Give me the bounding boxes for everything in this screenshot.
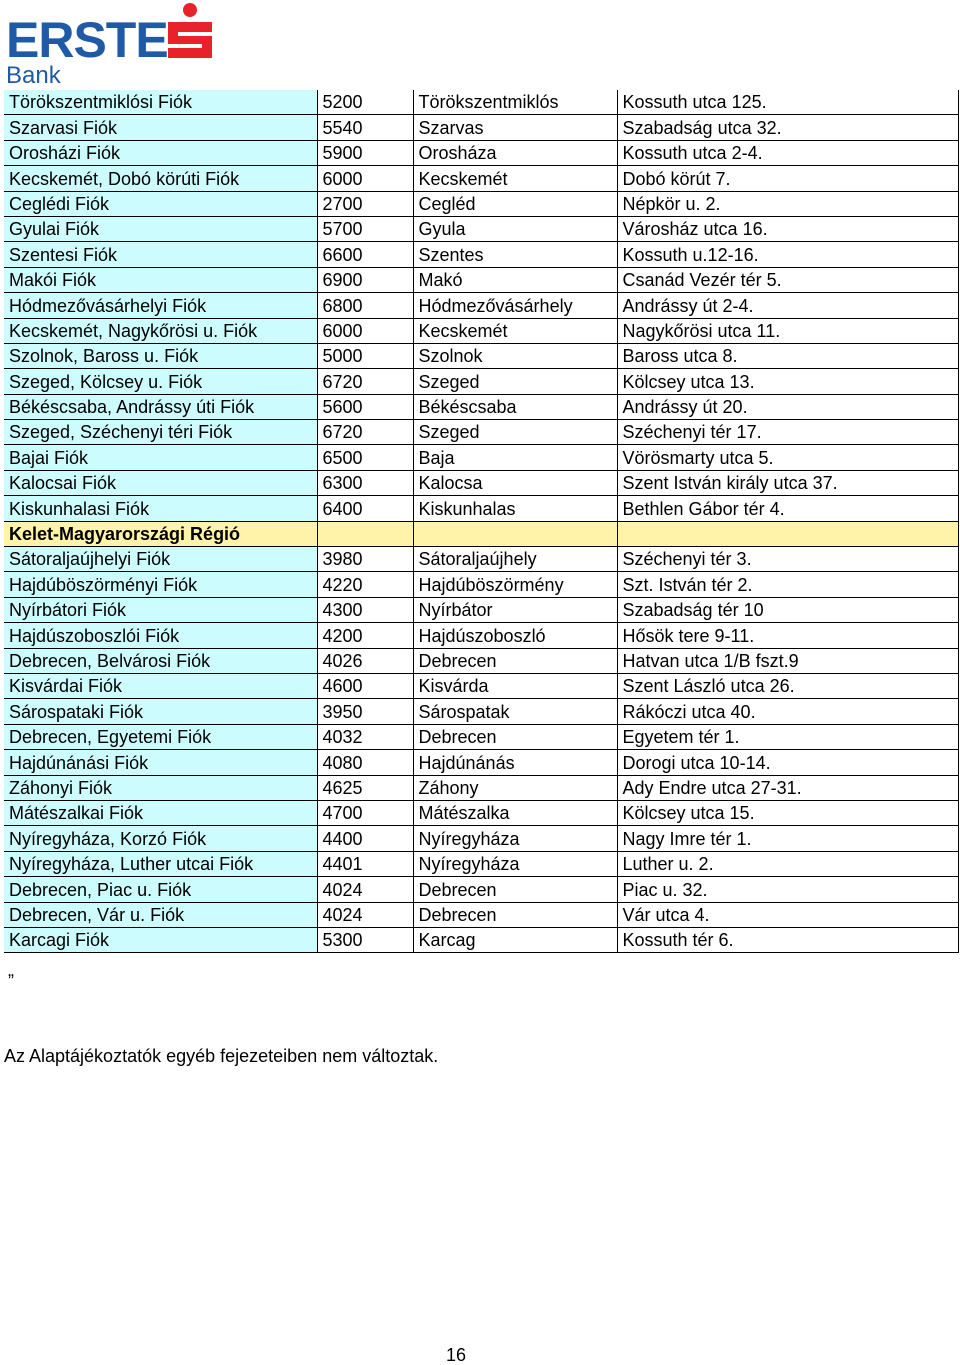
branch-name-cell: Makói Fiók [4,267,317,292]
city-cell: Debrecen [413,902,617,927]
branch-name-cell: Ceglédi Fiók [4,191,317,216]
table-row [4,445,958,470]
city-cell: Kecskemét [413,166,617,191]
city-cell: Cegléd [413,191,617,216]
address-cell: Szabadság tér 10 [617,597,958,622]
zip-cell: 6720 [317,420,413,445]
table-row [4,775,958,800]
city-cell: Kisvárda [413,673,617,698]
address-cell: Városház utca 16. [617,216,958,241]
table-row [4,242,958,267]
address-cell: Piac u. 32. [617,877,958,902]
city-cell: Záhony [413,775,617,800]
branch-name-cell: Debrecen, Belvárosi Fiók [4,648,317,673]
branch-name-cell: Kecskemét, Dobó körúti Fiók [4,166,317,191]
city-cell: Nyíregyháza [413,851,617,876]
zip-cell: 4024 [317,902,413,927]
city-cell: Hajdúszoboszló [413,623,617,648]
zip-cell: 4024 [317,877,413,902]
address-cell: Szent László utca 26. [617,673,958,698]
zip-cell: 4600 [317,673,413,698]
branch-name-cell: Hajdúnánási Fiók [4,750,317,775]
branch-name-cell: Orosházi Fiók [4,140,317,165]
address-cell: Dobó körút 7. [617,166,958,191]
zip-cell: 6900 [317,267,413,292]
footer-note: Az Alaptájékoztatók egyéb fejezeteiben nem változtak. [4,1046,439,1066]
table-row [4,648,958,673]
city-cell: Kiskunhalas [413,496,617,521]
branch-name-cell: Debrecen, Egyetemi Fiók [4,724,317,749]
address-cell: Vörösmarty utca 5. [617,445,958,470]
address-cell: Kölcsey utca 15. [617,800,958,825]
city-cell [413,521,617,546]
city-cell: Orosháza [413,140,617,165]
city-cell: Békéscsaba [413,394,617,419]
address-cell: Egyetem tér 1. [617,724,958,749]
address-cell: Rákóczi utca 40. [617,699,958,724]
branch-name-cell: Mátészalkai Fiók [4,800,317,825]
table-row [4,267,958,292]
table-row [4,673,958,698]
branch-name-cell: Hódmezővásárhelyi Fiók [4,293,317,318]
zip-cell: 6000 [317,166,413,191]
table-row [4,115,958,140]
zip-cell: 3950 [317,699,413,724]
address-cell: Hatvan utca 1/B fszt.9 [617,648,958,673]
page-number: 16 [445,1345,467,1365]
branch-name-cell: Debrecen, Vár u. Fiók [4,902,317,927]
city-cell: Törökszentmiklós [413,90,617,115]
table-row [4,547,958,572]
address-cell: Széchenyi tér 3. [617,547,958,572]
zip-cell: 6600 [317,242,413,267]
logo-wordmark: ERSTE [6,12,168,68]
address-cell: Andrássy út 20. [617,394,958,419]
zip-cell: 4700 [317,800,413,825]
address-cell: Andrássy út 2-4. [617,293,958,318]
zip-cell: 4032 [317,724,413,749]
branch-name-cell: Békéscsaba, Andrássy úti Fiók [4,394,317,419]
table-row [4,826,958,851]
zip-cell: 4625 [317,775,413,800]
city-cell: Hajdúnánás [413,750,617,775]
address-cell [617,521,958,546]
branch-name-cell: Szentesi Fiók [4,242,317,267]
address-cell: Népkör u. 2. [617,191,958,216]
zip-cell: 6720 [317,369,413,394]
table-row [4,597,958,622]
city-cell: Szentes [413,242,617,267]
address-cell: Dorogi utca 10-14. [617,750,958,775]
zip-cell: 6300 [317,470,413,495]
erste-s-mark-icon [162,2,218,62]
zip-cell: 5300 [317,927,413,952]
table-row [4,902,958,927]
table-row [4,318,958,343]
branch-table [4,90,959,953]
city-cell: Debrecen [413,877,617,902]
address-cell: Szt. István tér 2. [617,572,958,597]
zip-cell: 6500 [317,445,413,470]
table-row [4,420,958,445]
address-cell: Hősök tere 9-11. [617,623,958,648]
branch-name-cell: Szarvasi Fiók [4,115,317,140]
city-cell: Baja [413,445,617,470]
address-cell: Ady Endre utca 27-31. [617,775,958,800]
city-cell: Sárospatak [413,699,617,724]
zip-cell: 4220 [317,572,413,597]
branch-name-cell: Hajdúszoboszlói Fiók [4,623,317,648]
table-row [4,877,958,902]
branch-name-cell: Nyírbátori Fiók [4,597,317,622]
table-row [4,800,958,825]
city-cell: Szeged [413,369,617,394]
table-row [4,166,958,191]
branch-name-cell: Szeged, Széchenyi téri Fiók [4,420,317,445]
zip-cell [317,521,413,546]
address-cell: Csanád Vezér tér 5. [617,267,958,292]
table-row [4,724,958,749]
address-cell: Bethlen Gábor tér 4. [617,496,958,521]
logo-subtitle: Bank [6,62,61,89]
city-cell: Hajdúböszörmény [413,572,617,597]
zip-cell: 4200 [317,623,413,648]
branch-name-cell: Debrecen, Piac u. Fiók [4,877,317,902]
branch-name-cell: Kisvárdai Fiók [4,673,317,698]
address-cell: Szent István király utca 37. [617,470,958,495]
city-cell: Szeged [413,420,617,445]
table-row [4,293,958,318]
branch-name-cell: Szolnok, Baross u. Fiók [4,343,317,368]
branch-name-cell: Karcagi Fiók [4,927,317,952]
closing-quote: „ [8,960,14,980]
zip-cell: 5700 [317,216,413,241]
branch-name-cell: Nyíregyháza, Korzó Fiók [4,826,317,851]
branch-name-cell: Kelet-Magyarországi Régió [4,521,317,546]
address-cell: Szabadság utca 32. [617,115,958,140]
branch-name-cell: Kecskemét, Nagykőrösi u. Fiók [4,318,317,343]
branch-name-cell: Hajdúböszörményi Fiók [4,572,317,597]
zip-cell: 5600 [317,394,413,419]
table-row [4,394,958,419]
branch-name-cell: Sárospataki Fiók [4,699,317,724]
zip-cell: 6800 [317,293,413,318]
branch-name-cell: Bajai Fiók [4,445,317,470]
city-cell: Nyírbátor [413,597,617,622]
zip-cell: 6400 [317,496,413,521]
zip-cell: 4300 [317,597,413,622]
city-cell: Sátoraljaújhely [413,547,617,572]
branch-name-cell: Kalocsai Fiók [4,470,317,495]
zip-cell: 4080 [317,750,413,775]
address-cell: Nagy Imre tér 1. [617,826,958,851]
zip-cell: 2700 [317,191,413,216]
zip-cell: 4026 [317,648,413,673]
city-cell: Mátészalka [413,800,617,825]
city-cell: Makó [413,267,617,292]
zip-cell: 5000 [317,343,413,368]
table-row [4,927,958,952]
city-cell: Karcag [413,927,617,952]
address-cell: Kölcsey utca 13. [617,369,958,394]
branch-name-cell: Gyulai Fiók [4,216,317,241]
city-cell: Szarvas [413,115,617,140]
address-cell: Kossuth utca 2-4. [617,140,958,165]
city-cell: Gyula [413,216,617,241]
table-row [4,369,958,394]
branch-name-cell: Szeged, Kölcsey u. Fiók [4,369,317,394]
region-row [4,521,958,546]
zip-cell: 4400 [317,826,413,851]
city-cell: Debrecen [413,724,617,749]
table-row [4,496,958,521]
erste-bank-logo [2,2,218,90]
branch-name-cell: Nyíregyháza, Luther utcai Fiók [4,851,317,876]
zip-cell: 6000 [317,318,413,343]
city-cell: Hódmezővásárhely [413,293,617,318]
address-cell: Kossuth tér 6. [617,927,958,952]
address-cell: Kossuth utca 125. [617,90,958,115]
table-row [4,470,958,495]
table-row [4,699,958,724]
address-cell: Luther u. 2. [617,851,958,876]
branch-name-cell: Záhonyi Fiók [4,775,317,800]
address-cell: Nagykőrösi utca 11. [617,318,958,343]
city-cell: Kalocsa [413,470,617,495]
table-row [4,623,958,648]
table-row [4,216,958,241]
table-row [4,140,958,165]
city-cell: Nyíregyháza [413,826,617,851]
zip-cell: 4401 [317,851,413,876]
table-row [4,750,958,775]
zip-cell: 5900 [317,140,413,165]
address-cell: Széchenyi tér 17. [617,420,958,445]
branch-name-cell: Törökszentmiklósi Fiók [4,90,317,115]
city-cell: Szolnok [413,343,617,368]
city-cell: Debrecen [413,648,617,673]
zip-cell: 5540 [317,115,413,140]
branch-name-cell: Sátoraljaújhelyi Fiók [4,547,317,572]
table-row [4,191,958,216]
table-row [4,90,958,115]
zip-cell: 3980 [317,547,413,572]
address-cell: Baross utca 8. [617,343,958,368]
zip-cell: 5200 [317,90,413,115]
address-cell: Kossuth u.12-16. [617,242,958,267]
table-row [4,343,958,368]
city-cell: Kecskemét [413,318,617,343]
branch-name-cell: Kiskunhalasi Fiók [4,496,317,521]
address-cell: Vár utca 4. [617,902,958,927]
table-row [4,572,958,597]
table-row [4,851,958,876]
